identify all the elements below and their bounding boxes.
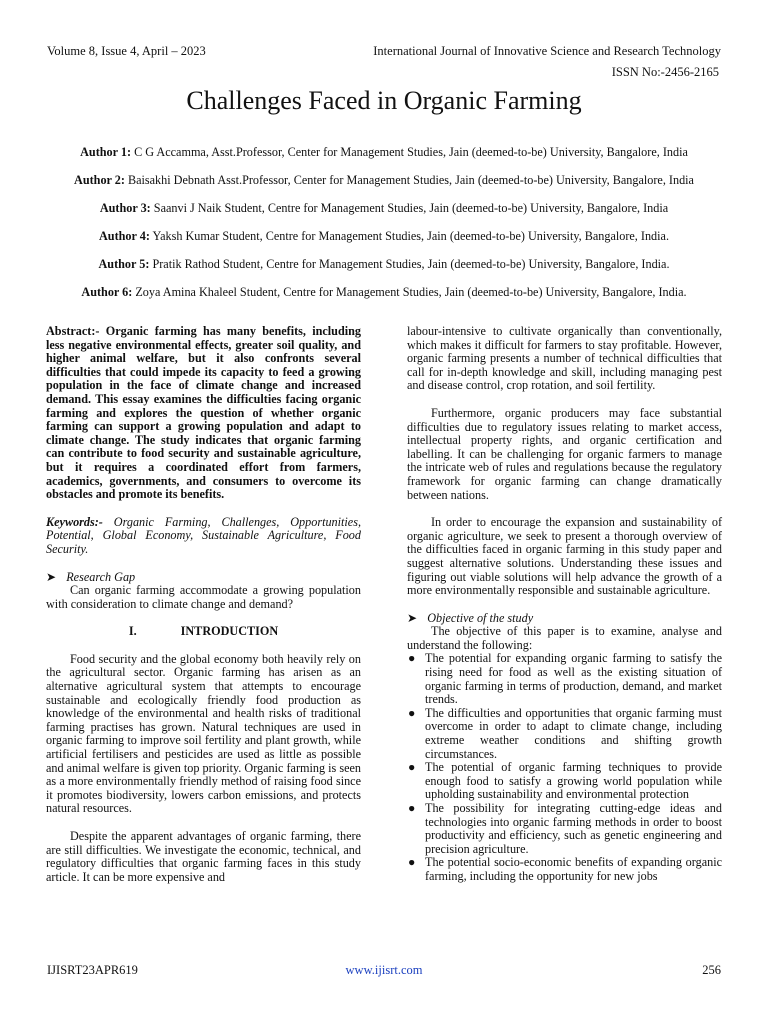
issn: ISSN No:-2456-2165	[611, 65, 719, 79]
right-column	[407, 325, 722, 884]
volume-issue: Volume 8, Issue 4, April – 2023	[47, 44, 206, 58]
author-label: Author 1:	[80, 145, 132, 159]
research-gap-heading-text: Research Gap	[66, 569, 136, 584]
author-label: Author 5:	[98, 257, 150, 271]
author-info: Pratik Rathod Student, Centre for Management Studies, Jain (deemed-to-be) University, Bangalore, India.	[149, 257, 670, 271]
journal-url-link[interactable]: www.ijisrt.com	[345, 963, 423, 977]
journal-name: International Journal of Innovative Science and Research Technology	[373, 44, 721, 58]
list-item	[407, 761, 722, 802]
bullet-dot-icon: ●	[408, 760, 416, 775]
paragraph: Furthermore, organic producers may face substantial difficulties due to regulatory issues relating to market access, intellectual property rights, and organic certification and labelling. It can be challenging for organic farmers to manage the intricate web of rules and regulations because the regulatory framework for organic farming can change dramatically between nations.	[407, 405, 722, 502]
list-item-text: The potential socio-economic benefits of expanding organic farming, including the opportunity for new jobs	[425, 855, 722, 883]
bullet-dot-icon: ●	[408, 651, 416, 666]
keywords-list: Organic Farming, Challenges, Opportunities, Potential, Global Economy, Sustainable Agriculture, Food Security.	[46, 514, 361, 556]
author-line	[30, 229, 738, 257]
list-item-text: The potential for expanding organic farming to satisfy the rising need for food as well as the existing situation of organic farming in terms of production, demand, and market trends.	[425, 651, 722, 707]
section-title: INTRODUCTION	[180, 624, 279, 639]
paper-id: IJISRT23APR619	[47, 963, 138, 977]
keywords	[46, 516, 361, 557]
arrow-bullet-icon: ➤	[407, 610, 418, 625]
research-gap-text: Can organic farming accommodate a growing population with consideration to climate change and demand?	[46, 583, 361, 611]
section-heading-introduction	[46, 625, 361, 639]
paragraph: Despite the apparent advantages of organic farming, there are still difficulties. We investigate the economic, technical, and regulatory difficulties that organic farming faces in this study article. It can be more expensive and	[46, 829, 361, 884]
arrow-bullet-icon: ➤	[46, 569, 57, 584]
page-number: 256	[702, 963, 721, 977]
keywords-label: Keywords:-	[46, 514, 103, 529]
author-line	[30, 201, 738, 229]
author-label: Author 2:	[74, 173, 125, 187]
list-item	[407, 707, 722, 761]
research-gap-heading	[46, 571, 361, 585]
bullet-dot-icon: ●	[408, 855, 416, 870]
objective-heading	[407, 612, 722, 626]
author-info: Saanvi J Naik Student, Centre for Management Studies, Jain (deemed-to-be) University, Bangalore, India	[150, 201, 669, 215]
list-item	[407, 856, 722, 883]
paragraph: Food security and the global economy both heavily rely on the agricultural sector. Organic farming has arisen as an alternative agricultural system that attempts to encourage sustainable and ecologically friendly food production as knowledge of the environmental and health risks of traditional farming practises has grown. Natural techniques are used in organic farming to improve soil fertility and plant growth, while artificial fertilisers and pesticides are used as little as possible and animal welfare is given top priority. Organic farming is seen as a more environmentally friendly method of raising food since it promotes biodiversity, lowers carbon emissions, and protects natural resources.	[46, 651, 361, 816]
author-line	[30, 173, 738, 201]
author-info: Zoya Amina Khaleel Student, Centre for Management Studies, Jain (deemed-to-be) University, Bangalore, India.	[132, 285, 687, 299]
paragraph: In order to encourage the expansion and sustainability of organic agriculture, we seek to present a thorough overview of the difficulties faced in organic farming in this study paper and suggest alternative solutions. Understanding these issues and figuring out viable solutions will help advance the growth of a more environmentally responsible and sustainable agriculture.	[407, 515, 722, 598]
author-line	[30, 145, 738, 173]
author-line	[30, 257, 738, 285]
left-column	[46, 325, 361, 884]
author-info: Yaksh Kumar Student, Centre for Management Studies, Jain (deemed-to-be) University, Bangalore, India.	[149, 229, 669, 243]
list-item-text: The difficulties and opportunities that organic farming must overcome in order to adapt to climate change, including extreme weather conditions and shifting growth circumstances.	[425, 705, 722, 761]
objective-intro: The objective of this paper is to examine, analyse and understand the following:	[407, 624, 722, 652]
author-label: Author 6:	[81, 285, 133, 299]
author-label: Author 3:	[99, 201, 151, 215]
bullet-dot-icon: ●	[408, 705, 416, 720]
list-item-text: The potential of organic farming techniques to provide enough food to satisfy a growing world population while upholding sustainability and environmental protection	[425, 760, 722, 802]
author-label: Author 4:	[99, 229, 150, 243]
abstract: Abstract:- Organic farming has many benefits, including less negative environmental effects, greater soil quality, and higher animal welfare, but it also confronts several difficulties that could impede its capacity to feed a growing population in the face of climate change and increased demand. This essay examines the difficulties facing organic farming and explores the question of whether organic farming can support a growing population and adapt to climate change. The study indicates that organic farming can contribute to food security and sustainable agriculture, but it requires a coordinated effort from farmers, academics, governments, and consumers to overcome its obstacles and promote its benefits.	[46, 324, 361, 502]
list-item	[407, 802, 722, 856]
section-number: I.	[128, 624, 137, 639]
objective-list	[407, 652, 722, 883]
paragraph: labour-intensive to cultivate organically than conventionally, which makes it difficult for farmers to stay profitable. However, organic farming presents a number of technical difficulties that call for in-depth knowledge and skill, including managing pest and disease control, crop rotation, and soil fertility.	[407, 324, 722, 393]
list-item	[407, 652, 722, 706]
list-item-text: The possibility for integrating cutting-edge ideas and technologies into organic farming methods in order to boost productivity and efficiency, such as genetic engineering and precision agriculture.	[425, 801, 722, 856]
author-info: C G Accamma, Asst.Professor, Center for Management Studies, Jain (deemed-to-be) University, Bangalore, India	[131, 145, 688, 159]
author-list	[30, 145, 738, 313]
bullet-dot-icon: ●	[408, 801, 416, 815]
author-line	[30, 285, 738, 313]
objective-heading-text: Objective of the study	[427, 610, 534, 625]
paper-title: Challenges Faced in Organic Farming	[186, 86, 582, 115]
author-info: Baisakhi Debnath Asst.Professor, Center for Management Studies, Jain (deemed-to-be) University, Bangalore, India	[124, 173, 694, 187]
